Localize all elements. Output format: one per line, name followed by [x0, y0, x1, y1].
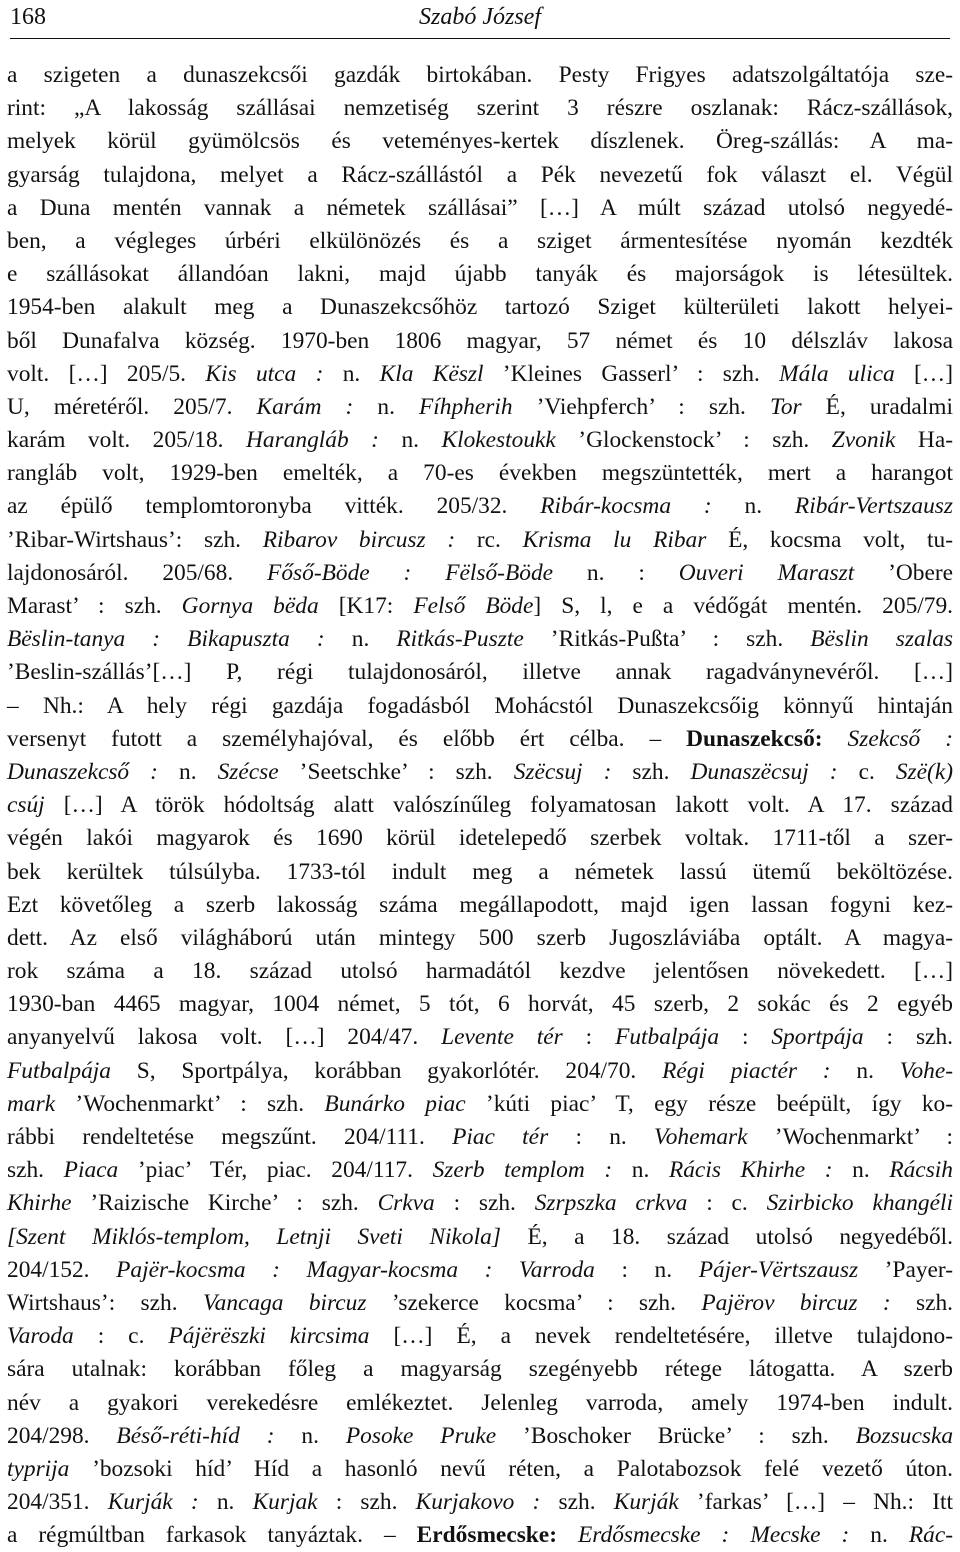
text-segment: 204/298.	[7, 1422, 117, 1449]
text-line	[7, 1320, 953, 1353]
text-segment: Ezt követőleg a szerb lakosság száma megállapodott, majd igen lassan fogyni kez-	[7, 891, 953, 918]
italic-segment: Kurják :	[107, 1489, 217, 1516]
italic-segment: Bozsucska	[855, 1422, 954, 1449]
text-segment: rábbi rendeltetése megszűnt. 204/111.	[7, 1124, 453, 1150]
text-segment: az épülő templomtoronyba vitték. 205/32.	[7, 493, 541, 520]
italic-segment: Szrpszka crkva	[534, 1190, 707, 1217]
text-line	[7, 656, 953, 689]
text-segment: melyek körül gyümölcsös és veteményes-kertek díszlenek. Öreg-szállás: A ma-	[7, 128, 953, 155]
italic-segment: Posoke Pruke	[345, 1422, 524, 1449]
italic-segment: Kurjakovo :	[415, 1489, 559, 1516]
text-line	[7, 557, 953, 590]
italic-segment: Kurják	[613, 1489, 697, 1516]
text-line	[7, 889, 953, 922]
text-line	[7, 690, 953, 723]
italic-segment: Régi piactér :	[662, 1057, 857, 1084]
text-line	[7, 856, 953, 889]
text-segment: ’Raizische Kirche’ : szh.	[90, 1190, 378, 1217]
italic-segment: Kurjak	[252, 1489, 336, 1516]
italic-segment: Szerb templom :	[432, 1157, 632, 1184]
italic-segment: Vohemark	[654, 1124, 775, 1150]
text-segment: – Nh.: A hely régi gazdája fogadásból Mohácstól Dunaszekcsőig könnyű hintaján	[7, 692, 953, 719]
text-line	[7, 457, 953, 490]
text-segment: sára utalnak: korábban főleg a magyarság szegényebb rétege látogatta. A szerb	[7, 1356, 953, 1383]
text-segment: : n.	[621, 1256, 699, 1283]
italic-segment: Ribár-kocsma :	[540, 493, 745, 520]
text-segment: ’szekerce kocsma’ : szh.	[391, 1289, 702, 1316]
text-segment: [K17:	[338, 593, 414, 619]
text-segment: É, uradalmi	[825, 393, 953, 420]
italic-segment: Zvonik	[831, 427, 918, 454]
text-segment: ből Dunafalva község. 1970-ben 1806 magyar, 57 német és 10 délszláv lakosa	[7, 327, 953, 354]
text-segment: S, Sportpálya, korábban gyakorlótér. 204/70.	[136, 1057, 663, 1084]
italic-segment: Tor	[769, 393, 826, 420]
text-segment: :	[585, 1024, 616, 1051]
italic-segment: Béső-réti-híd :	[116, 1422, 302, 1449]
italic-segment: Szécse	[217, 758, 300, 785]
text-line	[7, 1187, 953, 1220]
text-segment: n.	[301, 1422, 346, 1449]
text-line	[7, 590, 953, 623]
italic-segment: Felső Böde	[413, 593, 534, 619]
text-segment: U, méretéről. 205/7.	[7, 393, 257, 420]
text-line	[7, 1519, 953, 1552]
italic-segment: Gornya bëda	[181, 593, 339, 619]
text-segment: szh.	[915, 1289, 953, 1316]
italic-segment: Szë(k)	[895, 758, 953, 785]
text-segment: ’Boschoker Brücke’ : szh.	[523, 1422, 856, 1449]
text-line	[7, 1353, 953, 1386]
italic-segment: Vohe-	[899, 1057, 954, 1084]
text-segment: ’Wochenmarkt’ :	[774, 1124, 954, 1150]
italic-segment: Ouveri Maraszt	[678, 559, 889, 586]
italic-segment: Kis utca :	[205, 360, 343, 387]
italic-segment: Dunaszekcső :	[7, 758, 179, 785]
text-segment: a Duna mentén vannak a németek szállásai” […] A múlt század utolsó negyedé-	[7, 194, 953, 221]
text-segment: Wirtshaus’: szh.	[7, 1289, 203, 1316]
text-segment: n.	[856, 1057, 900, 1084]
text-segment: szh.	[632, 758, 691, 785]
text-segment: versenyt futott a személyhajóval, és előbb ért célba. –	[7, 725, 687, 752]
italic-segment: Főső-Böde : Fëlső-Böde	[267, 559, 587, 586]
italic-segment: Ritkás-Puszte	[396, 626, 551, 653]
text-segment: É, kocsma volt, tu-	[728, 526, 954, 553]
text-segment: ’farkas’ […] – Nh.: Itt	[696, 1489, 953, 1516]
text-line	[7, 955, 953, 988]
text-segment: ] S, l, e a védőgát mentén. 205/79.	[533, 593, 954, 619]
text-segment: rok száma a 18. század utolsó harmadától kezdve jelentősen növekedett. […]	[7, 958, 953, 985]
italic-segment: Rácsih	[889, 1157, 953, 1184]
italic-segment: Varoda	[7, 1323, 98, 1350]
text-line	[7, 225, 953, 258]
text-segment: : szh.	[453, 1190, 535, 1217]
text-segment: lajdonosáról. 205/68.	[7, 559, 268, 586]
text-segment: ben, a végleges úrbéri elkülönözés és a sziget ármentesítése nyomán kezdték	[7, 227, 953, 254]
text-line	[7, 1287, 953, 1320]
italic-segment: Fíhpherih	[419, 393, 537, 420]
text-line	[7, 988, 953, 1021]
text-segment: n.	[870, 1522, 909, 1549]
text-line	[7, 192, 953, 225]
text-segment: a szigeten a dunaszekcsői gazdák birtokában. Pesty Frigyes adatszolgáltatója sze-	[7, 62, 953, 88]
page-number: 168	[10, 4, 46, 30]
text-segment: n.	[179, 758, 218, 785]
text-segment: ’kúti piac’ T, egy része beépült, így ko-	[485, 1090, 954, 1117]
italic-segment: Mála ulica	[779, 360, 915, 387]
text-line	[7, 358, 953, 391]
text-segment: n.	[342, 360, 380, 387]
text-line	[7, 1453, 953, 1486]
italic-segment: Kla Këszl	[379, 360, 503, 387]
text-segment: […]	[914, 360, 953, 387]
text-line	[7, 490, 953, 523]
text-line	[7, 1154, 953, 1187]
italic-segment: [Szent Miklós-templom, Letnji Sveti Nikola]	[7, 1223, 528, 1250]
text-segment: szh.	[558, 1489, 614, 1516]
italic-segment: Ribár-Vertszausz	[794, 493, 954, 520]
text-segment: 1954-ben alakult meg a Dunaszekcsőhöz tartozó Sziget külterületi lakott helyei-	[7, 294, 953, 321]
text-line	[7, 789, 953, 822]
text-segment: ’Ritkás-Pußta’ : szh.	[550, 626, 811, 653]
text-segment: ’Wochenmarkt’ : szh.	[75, 1090, 325, 1117]
italic-segment: Crkva	[377, 1190, 454, 1217]
text-line	[7, 756, 953, 789]
text-line	[7, 1055, 953, 1088]
text-segment: a régmúltban farkasok tanyáztak. –	[7, 1522, 417, 1549]
text-segment: rangláb volt, 1929-ben emelték, a 70-es években megszüntették, mert a harangot	[7, 460, 953, 487]
text-segment: gyarság tulajdona, melyet a Rácz-szállástól a Pék nevezetű fok választ el. Végül	[7, 161, 953, 188]
bold-segment: Erdősmecske:	[416, 1522, 557, 1549]
italic-segment: Futbalpája	[7, 1057, 137, 1084]
text-line	[7, 325, 953, 358]
italic-segment: typrija	[7, 1455, 93, 1482]
italic-segment: Krisma lu Ribar	[522, 526, 729, 553]
text-segment: név a gyakori verekedésre emlékeztet. Jelenleg varroda, amely 1974-ben indult.	[7, 1389, 953, 1416]
bold-segment: Dunaszekcső:	[686, 725, 823, 752]
text-line	[7, 1486, 953, 1519]
text-segment: karám volt. 205/18.	[7, 427, 246, 454]
italic-segment: Pájërëszki kircsima	[168, 1323, 394, 1350]
text-segment: c.	[858, 758, 896, 785]
italic-segment: Szirbicko khangéli	[766, 1190, 953, 1217]
italic-segment: Futbalpája	[615, 1024, 742, 1051]
text-segment: ’Seetschke’ : szh.	[299, 758, 514, 785]
text-line	[7, 424, 953, 457]
text-segment: dett. Az első világháború után mintegy 500 szerb Jugoszláviába optált. A magya-	[7, 924, 953, 951]
italic-segment: csúj	[7, 792, 64, 819]
text-line	[7, 258, 953, 291]
text-line	[7, 623, 953, 656]
italic-segment: Pájer-Vërtszausz	[698, 1256, 885, 1283]
italic-segment: Bëslin szalas	[810, 626, 953, 653]
running-head-author: Szabó József	[419, 4, 541, 30]
italic-segment: Ribarov bircusz :	[262, 526, 477, 553]
italic-segment: Klokestoukk	[441, 427, 579, 454]
text-line	[7, 1420, 953, 1453]
italic-segment: Pajërov bircuz :	[701, 1289, 916, 1316]
text-segment: : c.	[706, 1190, 767, 1217]
italic-segment: Szekcső :	[847, 725, 953, 752]
text-segment: : c.	[97, 1323, 169, 1350]
text-segment: rint: „A lakosság szállásai nemzetiség szerint 3 részre oszlanak: Rácz-szállások,	[7, 95, 953, 122]
italic-segment: Bunárko piac	[324, 1090, 486, 1117]
italic-segment: mark	[7, 1090, 76, 1117]
text-line	[7, 391, 953, 424]
text-segment: ’Viehpferch’ : szh.	[536, 393, 770, 420]
text-segment: n.	[744, 493, 795, 520]
text-line	[7, 59, 953, 92]
text-segment: É, a 18. század utolsó negyedéből.	[527, 1223, 953, 1250]
text-segment: ’bozsoki híd’ Híd a hasonló nevű réten, a Palotabozsok felé vezető úton.	[92, 1455, 953, 1482]
text-segment: e szállásokat állandóan lakni, majd újabb tanyák és majorságok is létesültek.	[7, 261, 953, 288]
text-segment: volt. […] 205/5.	[7, 360, 206, 387]
text-line	[7, 92, 953, 125]
italic-segment: Pajër-kocsma : Magyar-kocsma : Varroda	[116, 1256, 622, 1283]
text-segment: ’Obere	[888, 559, 954, 586]
text-segment: ’Ribar-Wirtshaus’: szh.	[7, 526, 263, 553]
text-segment: anyanyelvű lakosa volt. […] 204/47.	[7, 1024, 442, 1051]
text-segment	[557, 1522, 578, 1548]
text-segment: n.	[852, 1157, 890, 1184]
italic-segment: Erdősmecske : Mecske :	[578, 1522, 871, 1549]
text-line	[7, 922, 953, 955]
text-line	[7, 524, 953, 557]
italic-segment: Piaca	[63, 1157, 138, 1184]
text-segment: n.	[631, 1157, 669, 1184]
italic-segment: Khirhe	[7, 1190, 91, 1217]
body-text	[7, 59, 953, 1552]
text-line	[7, 1221, 953, 1254]
italic-segment: Harangláb :	[245, 427, 402, 454]
text-segment: Ha-	[917, 427, 953, 454]
italic-segment: Vancaga bircuz	[202, 1289, 392, 1316]
text-segment: ’piac’ Tér, piac. 204/117.	[137, 1157, 433, 1184]
header-rule	[10, 38, 950, 39]
text-segment: ’Glockenstock’ : szh.	[578, 427, 832, 454]
italic-segment: Sportpája	[771, 1024, 887, 1051]
text-segment: szh.	[7, 1157, 64, 1184]
text-line	[7, 1021, 953, 1054]
text-segment: n. :	[586, 559, 679, 586]
italic-segment: Rác-	[908, 1522, 953, 1549]
text-line	[7, 1387, 953, 1420]
text-segment: rc.	[476, 526, 523, 553]
text-segment: ’Kleines Gasserl’ : szh.	[502, 360, 780, 387]
text-segment: végén lakói magyarok és 1690 körül idetelepedő szerbek voltak. 1711-től a szer-	[7, 825, 953, 852]
text-segment: n.	[216, 1489, 253, 1516]
text-segment: 1930-ban 4465 magyar, 1004 német, 5 tót, 6 horvát, 45 szerb, 2 sokác és 2 egyéb	[7, 991, 953, 1018]
text-segment: 204/152.	[7, 1256, 117, 1283]
text-line	[7, 1121, 953, 1154]
text-segment: 204/351.	[7, 1489, 108, 1516]
text-segment: bek kerültek túlsúlyba. 1733-tól indult meg a németek lassú ütemű beköltözése.	[7, 858, 953, 885]
text-line	[7, 1254, 953, 1287]
text-segment: ’Payer-	[884, 1256, 954, 1283]
text-segment	[823, 726, 848, 752]
text-segment: : szh.	[886, 1024, 953, 1051]
text-line	[7, 125, 953, 158]
text-segment: n.	[351, 626, 397, 653]
italic-segment: Levente tér	[441, 1024, 586, 1051]
text-segment: […] É, a nevek rendeltetésére, illetve tulajdono-	[393, 1323, 954, 1350]
text-segment: : szh.	[335, 1489, 416, 1516]
text-segment: :	[741, 1024, 772, 1051]
text-line	[7, 159, 953, 192]
text-segment: […] A török hódoltság alatt valószínűleg folyamatosan lakott volt. A 17. század	[63, 792, 953, 819]
text-segment: : n.	[575, 1124, 654, 1150]
text-line	[7, 1088, 953, 1121]
italic-segment: Szëcsuj :	[513, 758, 633, 785]
text-segment: ’Beslin-szállás’[…] P, régi tulajdonosáról, illetve annak ragadványnevéről. […]	[7, 659, 953, 686]
italic-segment: Bëslin-tanya : Bikapuszta :	[7, 626, 352, 653]
text-segment: Marast’ : szh.	[7, 593, 182, 619]
text-line	[7, 822, 953, 855]
text-line	[7, 291, 953, 324]
page-header	[10, 0, 950, 40]
italic-segment: Karám :	[256, 393, 378, 420]
italic-segment: Piac tér	[452, 1124, 576, 1150]
italic-segment: Rácis Khirhe :	[668, 1157, 853, 1184]
text-line	[7, 723, 953, 756]
text-segment: n.	[377, 393, 419, 420]
italic-segment: Dunaszëcsuj :	[690, 758, 859, 785]
text-segment: n.	[401, 427, 442, 454]
